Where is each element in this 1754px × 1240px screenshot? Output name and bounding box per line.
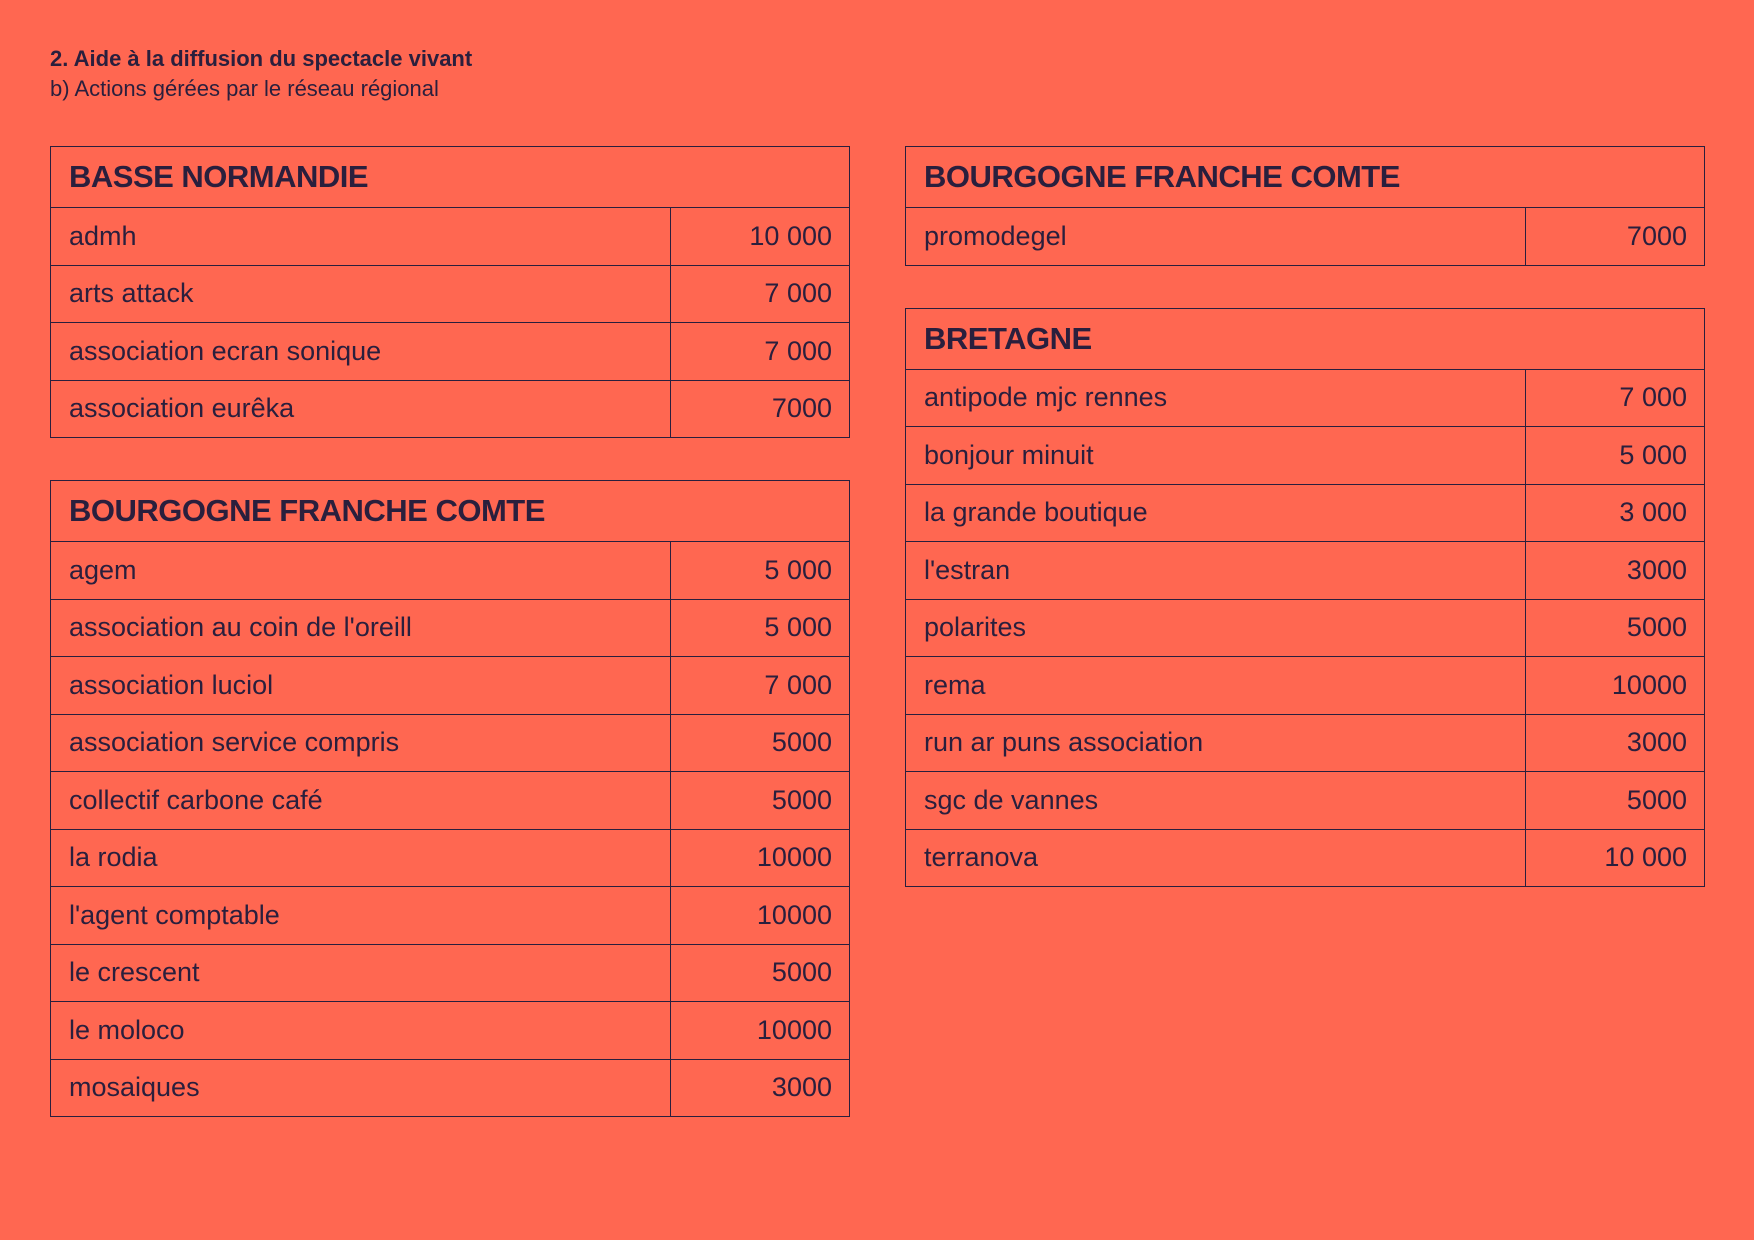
table-row [906, 427, 1704, 485]
table-row [51, 208, 849, 266]
beneficiary-name: association luciol [51, 657, 671, 714]
beneficiary-name: collectif carbone café [51, 772, 671, 829]
table-row [906, 542, 1704, 600]
beneficiary-name: mosaiques [51, 1060, 671, 1117]
table-row [51, 323, 849, 381]
region-table [905, 308, 1705, 888]
table-row [906, 208, 1704, 265]
table-row [906, 772, 1704, 830]
grant-amount: 5000 [1626, 784, 1687, 815]
grant-amount: 5000 [771, 784, 832, 815]
grant-amount: 3000 [1626, 554, 1687, 585]
beneficiary-name: antipode mjc rennes [906, 370, 1526, 427]
table-row [51, 772, 849, 830]
grant-amount: 7000 [1626, 220, 1687, 251]
beneficiary-name: l'estran [906, 542, 1526, 599]
grant-amount: 10000 [756, 1014, 832, 1045]
region-title: BRETAGNE [906, 309, 1704, 370]
region-table [50, 146, 850, 438]
grant-amount: 5000 [1626, 612, 1687, 643]
beneficiary-name: la rodia [51, 830, 671, 887]
table-row [51, 830, 849, 888]
region-title: BOURGOGNE FRANCHE COMTE [906, 147, 1704, 208]
beneficiary-name: la grande boutique [906, 485, 1526, 542]
table-row [51, 542, 849, 600]
beneficiary-name: promodegel [906, 208, 1526, 265]
grant-amount: 5000 [771, 727, 832, 758]
grant-amount: 5 000 [764, 612, 832, 643]
grant-amount: 5 000 [764, 554, 832, 585]
region-table [905, 146, 1705, 266]
table-row [51, 945, 849, 1003]
beneficiary-name: association eurêka [51, 381, 671, 438]
table-row [51, 657, 849, 715]
table-row [51, 715, 849, 773]
grant-amount: 10000 [756, 842, 832, 873]
grant-amount: 7 000 [764, 669, 832, 700]
grant-amount: 7 000 [764, 335, 832, 366]
page-subtitle: b) Actions gérées par le réseau régional [50, 76, 439, 101]
grant-amount: 7 000 [1619, 382, 1687, 413]
beneficiary-name: agem [51, 542, 671, 599]
beneficiary-name: run ar puns association [906, 715, 1526, 772]
right-column [905, 146, 1705, 929]
beneficiary-name: l'agent comptable [51, 887, 671, 944]
beneficiary-name: rema [906, 657, 1526, 714]
beneficiary-name: le crescent [51, 945, 671, 1002]
region-title: BASSE NORMANDIE [51, 147, 849, 208]
beneficiary-name: arts attack [51, 266, 671, 323]
table-row [906, 485, 1704, 543]
page-header [50, 44, 472, 104]
grant-amount: 7 000 [764, 278, 832, 309]
table-row [906, 370, 1704, 428]
grant-amount: 10 000 [1604, 842, 1687, 873]
beneficiary-name: sgc de vannes [906, 772, 1526, 829]
region-title: BOURGOGNE FRANCHE COMTE [51, 481, 849, 542]
left-column [50, 146, 850, 1159]
grant-amount: 3 000 [1619, 497, 1687, 528]
page-title: 2. Aide à la diffusion du spectacle vivant [50, 46, 473, 71]
region-table [50, 480, 850, 1117]
table-row [51, 887, 849, 945]
grant-amount: 5000 [771, 957, 832, 988]
grant-amount: 10 000 [749, 220, 832, 251]
table-row [906, 600, 1704, 658]
table-row [906, 715, 1704, 773]
beneficiary-name: le moloco [51, 1002, 671, 1059]
beneficiary-name: association service compris [51, 715, 671, 772]
table-row [51, 381, 849, 438]
grant-amount: 3000 [1626, 727, 1687, 758]
table-row [906, 657, 1704, 715]
table-row [51, 600, 849, 658]
table-row [51, 1002, 849, 1060]
beneficiary-name: association ecran sonique [51, 323, 671, 380]
grant-amount: 10000 [1611, 669, 1687, 700]
grant-amount: 3000 [771, 1072, 832, 1103]
beneficiary-name: admh [51, 208, 671, 265]
beneficiary-name: terranova [906, 830, 1526, 887]
table-row [51, 1060, 849, 1117]
beneficiary-name: polarites [906, 600, 1526, 657]
table-row [51, 266, 849, 324]
beneficiary-name: bonjour minuit [906, 427, 1526, 484]
table-row [906, 830, 1704, 887]
beneficiary-name: association au coin de l'oreill [51, 600, 671, 657]
grant-amount: 7000 [771, 393, 832, 424]
grant-amount: 5 000 [1619, 439, 1687, 470]
grant-amount: 10000 [756, 899, 832, 930]
